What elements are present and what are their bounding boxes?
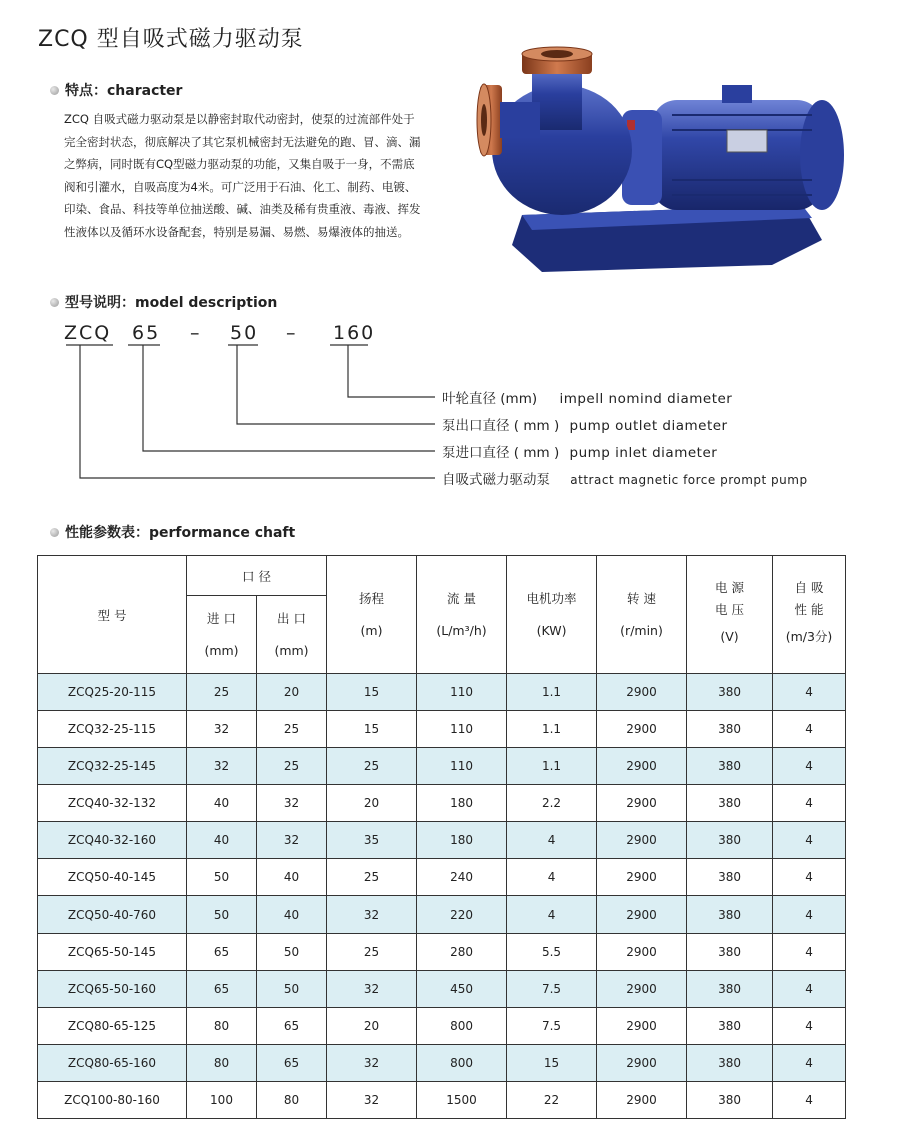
performance-table-body [38,674,846,1119]
header-selfsuck [773,556,846,674]
header-selfsuck-label-1: 自 吸 [794,579,824,595]
cell-selfsuck: 4 [773,1044,846,1081]
cell-flow: 110 [417,674,507,711]
header-head [327,556,417,674]
legend-impeller [442,387,732,407]
cell-inlet: 65 [187,970,257,1007]
cell-head: 20 [327,785,417,822]
cell-speed: 2900 [597,859,687,896]
cell-outlet: 20 [257,674,327,711]
table-row [38,896,846,933]
cell-model: ZCQ32-25-145 [38,748,187,785]
table-row [38,859,846,896]
cell-head: 25 [327,933,417,970]
cell-inlet: 25 [187,674,257,711]
header-flow-label: 流 量 [447,590,476,606]
performance-heading [50,522,295,542]
cell-outlet: 32 [257,822,327,859]
model-part-dash: – [286,322,298,344]
header-inlet-label: 进 口 [207,610,236,626]
header-outlet-unit: (mm) [274,642,309,658]
cell-model: ZCQ80-65-125 [38,1007,187,1044]
legend-en: attract magnetic force prompt pump [570,473,808,487]
bullet-icon [50,528,59,537]
cell-speed: 2900 [597,674,687,711]
cell-outlet: 40 [257,896,327,933]
table-row [38,711,846,748]
table-row [38,933,846,970]
legend-en: pump inlet diameter [569,445,718,461]
cell-inlet: 80 [187,1044,257,1081]
cell-power: 1.1 [507,711,597,748]
header-voltage-label-1: 电 源 [715,579,744,595]
header-voltage [687,556,773,674]
header-flow-unit: (L/m³/h) [436,622,487,638]
cell-selfsuck: 4 [773,748,846,785]
cell-speed: 2900 [597,933,687,970]
cell-inlet: 80 [187,1007,257,1044]
cell-outlet: 40 [257,859,327,896]
cell-selfsuck: 4 [773,711,846,748]
cell-head: 32 [327,1044,417,1081]
header-port: 口 径 [187,556,327,596]
cell-head: 25 [327,748,417,785]
cell-voltage: 380 [687,1007,773,1044]
cell-voltage: 380 [687,1044,773,1081]
header-power-label: 电机功率 [526,590,577,606]
cell-model: ZCQ25-20-115 [38,674,187,711]
cell-inlet: 40 [187,785,257,822]
cell-speed: 2900 [597,822,687,859]
cell-head: 15 [327,711,417,748]
cell-outlet: 50 [257,933,327,970]
cell-power: 22 [507,1081,597,1118]
cell-model: ZCQ40-32-132 [38,785,187,822]
table-row [38,970,846,1007]
legend-inlet [442,441,717,461]
header-speed [597,556,687,674]
cell-selfsuck: 4 [773,1007,846,1044]
header-voltage-unit: (V) [720,628,739,644]
cell-inlet: 100 [187,1081,257,1118]
header-inlet-unit: (mm) [204,642,239,658]
cell-model: ZCQ32-25-115 [38,711,187,748]
cell-model: ZCQ50-40-145 [38,859,187,896]
cell-outlet: 65 [257,1044,327,1081]
cell-voltage: 380 [687,674,773,711]
cell-speed: 2900 [597,748,687,785]
cell-selfsuck: 4 [773,859,846,896]
cell-voltage: 380 [687,711,773,748]
cell-inlet: 50 [187,896,257,933]
cell-selfsuck: 4 [773,674,846,711]
header-head-label: 扬程 [359,590,385,606]
cell-outlet: 25 [257,748,327,785]
model-part-series: ZCQ [64,322,112,344]
cell-speed: 2900 [597,1081,687,1118]
performance-heading-text: 性能参数表：performance chaft [65,525,296,541]
cell-flow: 450 [417,970,507,1007]
cell-flow: 240 [417,859,507,896]
model-part-dash: – [190,322,202,344]
cell-speed: 2900 [597,1044,687,1081]
cell-power: 4 [507,822,597,859]
legend-en: pump outlet diameter [569,418,728,434]
cell-voltage: 380 [687,896,773,933]
cell-power: 7.5 [507,970,597,1007]
cell-speed: 2900 [597,711,687,748]
cell-flow: 800 [417,1044,507,1081]
cell-power: 1.1 [507,674,597,711]
page-title: ZCQ 型自吸式磁力驱动泵 [38,27,304,52]
cell-flow: 110 [417,748,507,785]
cell-inlet: 65 [187,933,257,970]
header-model: 型 号 [38,556,187,674]
legend-outlet [442,414,728,434]
legend-zh: 泵出口直径 ( mm ) [442,418,560,434]
cell-voltage: 380 [687,1081,773,1118]
legend-pump [442,468,808,488]
cell-voltage: 380 [687,822,773,859]
cell-voltage: 380 [687,785,773,822]
cell-speed: 2900 [597,896,687,933]
cell-inlet: 32 [187,748,257,785]
table-row [38,1007,846,1044]
table-row [38,1044,846,1081]
cell-head: 35 [327,822,417,859]
table-row [38,822,846,859]
cell-speed: 2900 [597,1007,687,1044]
table-row [38,748,846,785]
header-power-unit: (KW) [536,622,567,638]
header-selfsuck-label-2: 性 能 [794,601,824,617]
header-flow [417,556,507,674]
cell-selfsuck: 4 [773,933,846,970]
cell-inlet: 40 [187,822,257,859]
header-outlet-label: 出 口 [277,610,306,626]
cell-head: 32 [327,1081,417,1118]
cell-head: 15 [327,674,417,711]
header-speed-label: 转 速 [627,590,656,606]
cell-outlet: 65 [257,1007,327,1044]
legend-zh: 泵进口直径 ( mm ) [442,445,560,461]
cell-selfsuck: 4 [773,785,846,822]
cell-selfsuck: 4 [773,822,846,859]
cell-flow: 180 [417,785,507,822]
model-part-impeller: 160 [333,322,376,344]
cell-head: 20 [327,1007,417,1044]
cell-head: 32 [327,970,417,1007]
table-row [38,785,846,822]
cell-flow: 220 [417,896,507,933]
character-heading-text: 特点：character [65,83,183,99]
cell-voltage: 380 [687,933,773,970]
cell-selfsuck: 4 [773,896,846,933]
cell-head: 32 [327,896,417,933]
cell-voltage: 380 [687,748,773,785]
cell-flow: 110 [417,711,507,748]
cell-power: 15 [507,1044,597,1081]
cell-head: 25 [327,859,417,896]
cell-speed: 2900 [597,970,687,1007]
cell-outlet: 50 [257,970,327,1007]
cell-flow: 280 [417,933,507,970]
cell-outlet: 80 [257,1081,327,1118]
cell-outlet: 32 [257,785,327,822]
cell-power: 5.5 [507,933,597,970]
model-part-inlet: 65 [132,322,161,344]
header-inlet [187,596,257,674]
cell-model: ZCQ100-80-160 [38,1081,187,1118]
model-heading-text: 型号说明：model description [65,295,278,311]
cell-power: 2.2 [507,785,597,822]
cell-model: ZCQ65-50-160 [38,970,187,1007]
cell-model: ZCQ50-40-760 [38,896,187,933]
cell-inlet: 50 [187,859,257,896]
cell-model: ZCQ80-65-160 [38,1044,187,1081]
cell-outlet: 25 [257,711,327,748]
cell-model: ZCQ65-50-145 [38,933,187,970]
legend-en: impell nomind diameter [559,391,733,407]
header-head-unit: (m) [360,622,383,638]
cell-power: 4 [507,859,597,896]
legend-zh: 叶轮直径 (mm) [442,391,538,407]
cell-flow: 180 [417,822,507,859]
cell-voltage: 380 [687,970,773,1007]
header-speed-unit: (r/min) [620,622,663,638]
cell-model: ZCQ40-32-160 [38,822,187,859]
table-row [38,1081,846,1118]
header-selfsuck-unit: (m/3分) [785,628,833,644]
cell-flow: 1500 [417,1081,507,1118]
cell-power: 7.5 [507,1007,597,1044]
legend-zh: 自吸式磁力驱动泵 [442,472,550,488]
cell-flow: 800 [417,1007,507,1044]
header-power [507,556,597,674]
performance-table [37,555,846,1119]
header-voltage-label-2: 电 压 [715,601,744,617]
cell-inlet: 32 [187,711,257,748]
header-outlet [257,596,327,674]
cell-selfsuck: 4 [773,1081,846,1118]
cell-speed: 2900 [597,785,687,822]
cell-voltage: 380 [687,859,773,896]
table-row [38,674,846,711]
cell-power: 1.1 [507,748,597,785]
cell-selfsuck: 4 [773,970,846,1007]
model-part-outlet: 50 [230,322,259,344]
character-paragraph: ZCQ 自吸式磁力驱动泵是以静密封取代动密封，使泵的过流部件处于完全密封状态，彻底解决了其它泵机械密封无法避免的跑、冒、滴、漏之弊病，同时既有CQ型磁力驱动泵的功能，又集自吸于一身，不需底阀和引灌水，自吸高度为4米。可广泛用于石油、化工、制药、电镀、印染、食品、科技等单位抽送酸、碱、油类及稀有贵重液、毒液、挥发性液体以及循环水设备配套，特别是易漏、易燃、易爆液体的抽送。 [64,112,421,239]
cell-power: 4 [507,896,597,933]
